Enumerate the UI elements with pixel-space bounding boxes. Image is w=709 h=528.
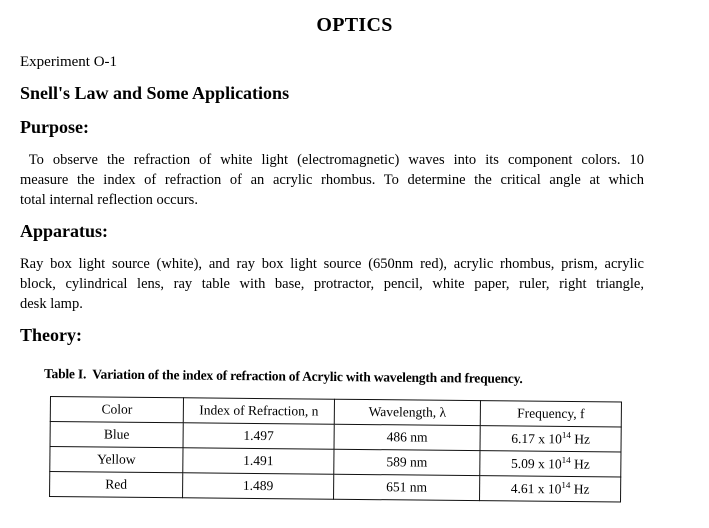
experiment-label: Experiment O-1 [20,54,118,70]
cell-frequency [480,426,621,452]
freq-base: 4.61 x 10 [510,481,562,497]
purpose-paragraph [20,150,644,210]
refraction-table-wrapper [49,396,622,502]
freq-unit: Hz [570,481,590,497]
cell-color: Yellow [50,447,183,473]
purpose-heading: Purpose: [20,117,89,137]
cell-wavelength: 486 nm [334,424,480,450]
cell-index: 1.489 [183,473,334,499]
page-title: OPTICS [316,14,393,36]
header-index: Index of Refraction, n [183,398,334,424]
apparatus-paragraph [20,254,644,314]
freq-base: 5.09 x 10 [510,456,562,472]
cell-color: Red [50,472,183,498]
freq-unit: Hz [570,456,590,472]
freq-exponent: 14 [561,480,571,491]
apparatus-line: desk lamp. [20,296,83,312]
apparatus-line: Ray box light source (white), and ray box light source (650nm red), acrylic rhombus, prism, acrylic [20,256,644,272]
purpose-line: To observe the refraction of white light (electromagnetic) waves into its component colors. 10 [20,152,644,168]
header-color: Color [50,397,183,423]
cell-index: 1.497 [183,423,334,449]
cell-index: 1.491 [183,448,334,474]
cell-wavelength: 589 nm [334,449,480,475]
document-subtitle: Snell's Law and Some Applications [20,83,290,103]
header-wavelength: Wavelength, λ [334,399,480,425]
freq-base: 6.17 x 10 [511,431,562,447]
freq-unit: Hz [570,431,591,447]
cell-color: Blue [50,422,183,448]
purpose-line: measure the index of refraction of an acrylic rhombus. To determine the critical angle at which [20,172,644,188]
cell-wavelength: 651 nm [334,474,480,500]
table-row [50,472,621,502]
apparatus-line: block, cylindrical lens, ray table with base, protractor, pencil, white paper, ruler, right triangle, [20,276,644,292]
freq-exponent: 14 [561,430,571,441]
purpose-line: total internal reflection occurs. [20,192,198,208]
table-caption: Table I. Variation of the index of refraction of Acrylic with wavelength and frequency. [43,366,523,387]
cell-frequency [480,476,621,502]
header-frequency: Frequency, f [480,401,621,427]
cell-frequency [480,451,621,477]
theory-heading: Theory: [20,325,82,345]
freq-exponent: 14 [561,455,571,466]
apparatus-heading: Apparatus: [20,221,109,241]
refraction-table [49,396,622,502]
